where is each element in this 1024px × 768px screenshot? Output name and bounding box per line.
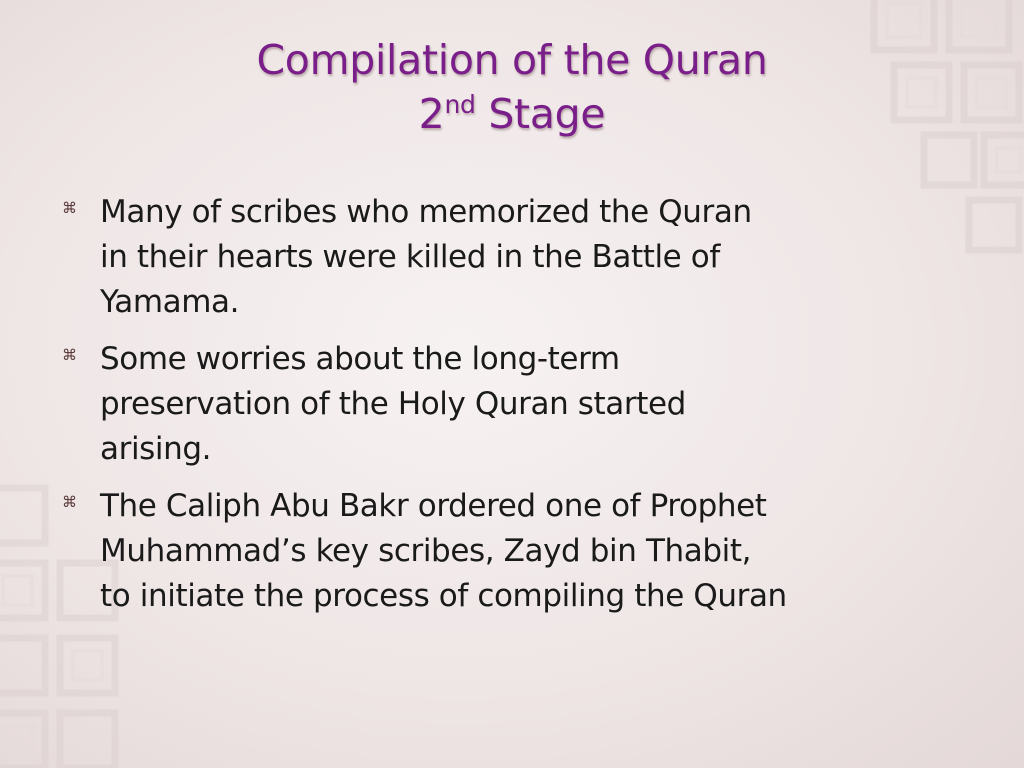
- slide-title-line-1: Compilation of the Quran: [256, 36, 768, 84]
- bullet-text-line: Many of scribes who memorized the Quran: [100, 194, 752, 230]
- command-key-icon: ⌘: [62, 346, 77, 364]
- bullet-item: [62, 337, 982, 472]
- bullet-text-line: Some worries about the long-term: [100, 341, 620, 377]
- stage-ordinal-suffix: nd: [444, 90, 476, 119]
- stage-number: 2: [418, 90, 445, 138]
- bullet-list: [62, 190, 982, 631]
- command-key-icon: ⌘: [62, 493, 77, 511]
- stage-word: Stage: [488, 90, 606, 138]
- command-key-icon: ⌘: [62, 199, 77, 217]
- bullet-text-line: The Caliph Abu Bakr ordered one of Prophet: [100, 488, 767, 524]
- bullet-text-line: in their hearts were killed in the Battle of: [100, 239, 720, 275]
- bullet-text-line: to initiate the process of compiling the Quran: [100, 578, 787, 614]
- slide-title: [0, 33, 1024, 141]
- bullet-text-line: arising.: [100, 431, 212, 467]
- bullet-item: [62, 190, 982, 325]
- bullet-text-line: Muhammad’s key scribes, Zayd bin Thabit,: [100, 533, 752, 569]
- bullet-text-line: preservation of the Holy Quran started: [100, 386, 686, 422]
- slide-title-line-2: [0, 87, 1024, 141]
- bullet-text-line: Yamama.: [100, 284, 240, 320]
- bullet-item: [62, 484, 982, 619]
